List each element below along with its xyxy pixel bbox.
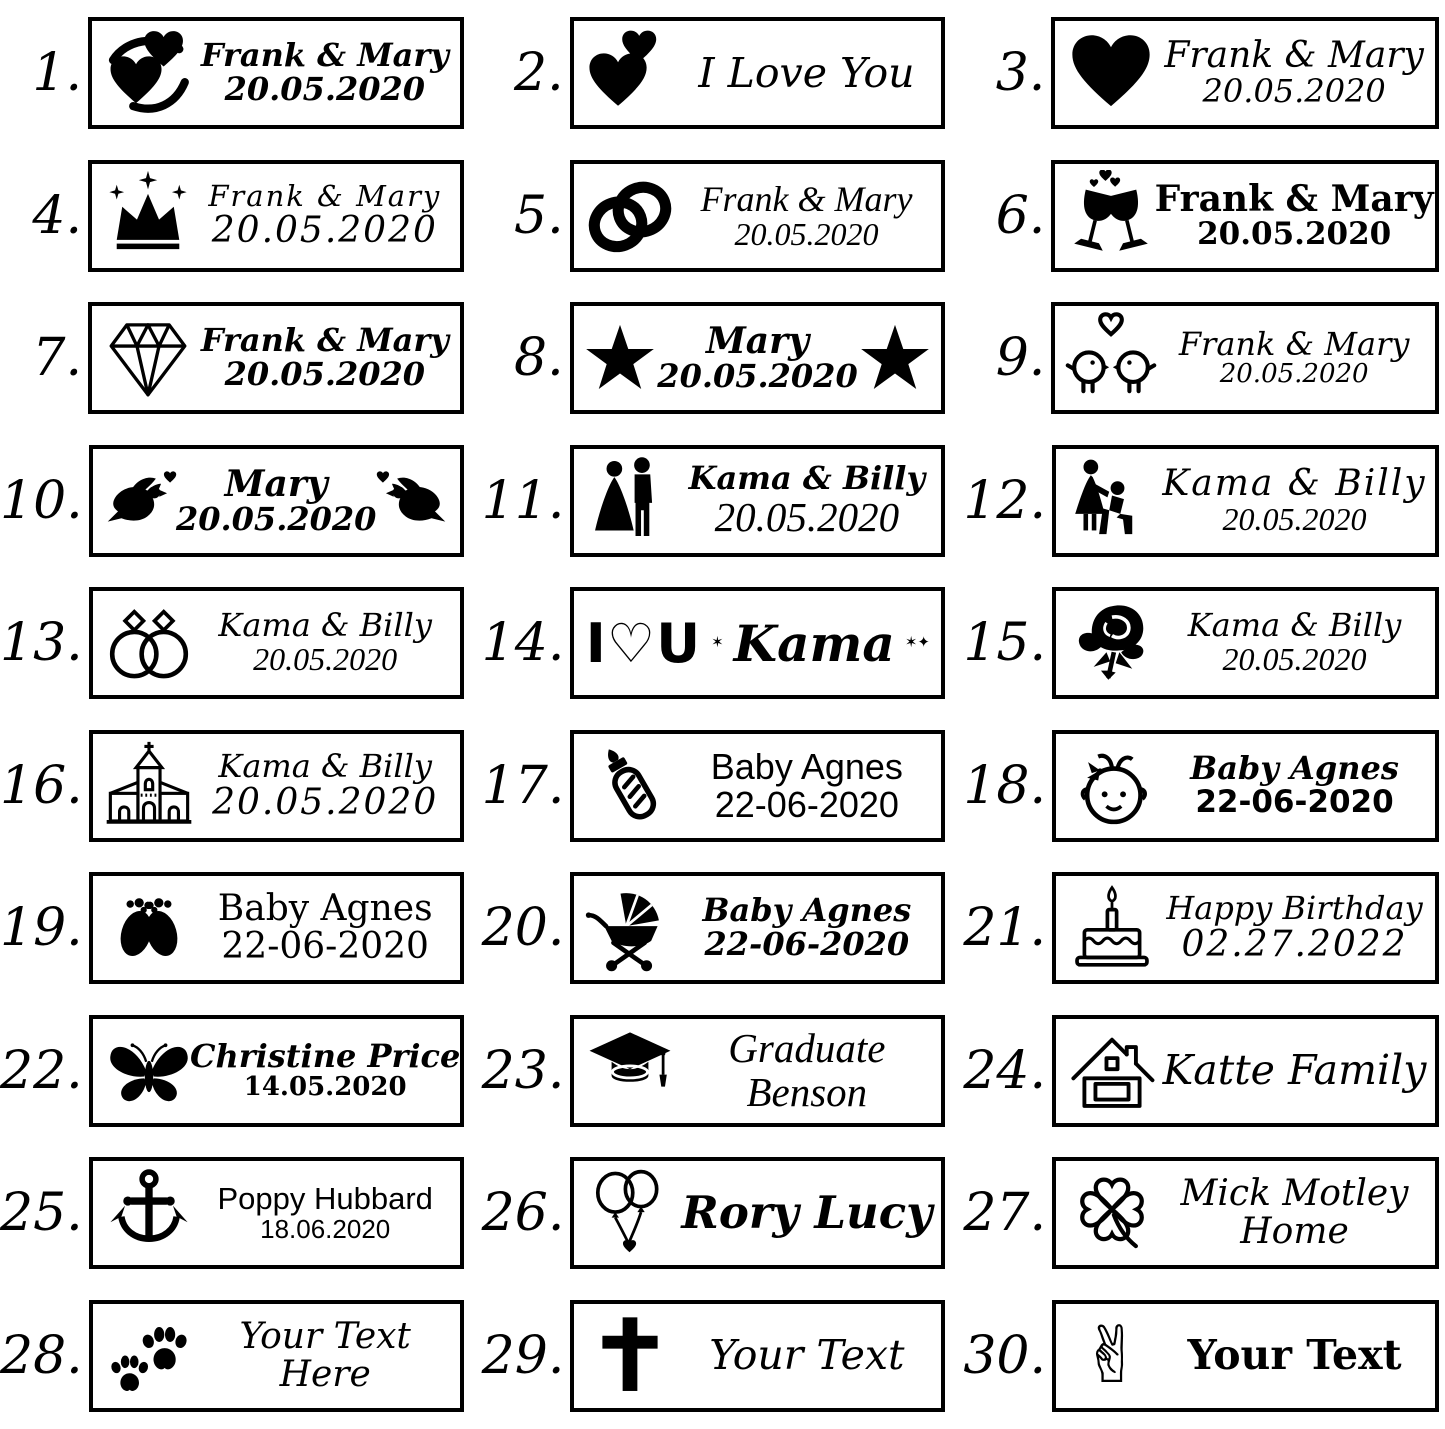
design-option-13[interactable]: [0, 572, 482, 715]
baby-face-icon: [1064, 738, 1160, 834]
baby-feet-icon: [101, 880, 197, 976]
design-text: [582, 611, 933, 675]
design-text-line: 20.05.2020: [1197, 216, 1392, 253]
design-text-line: 02.27.2022: [1181, 924, 1408, 966]
design-option-10[interactable]: [0, 430, 482, 573]
design-option-24[interactable]: [963, 1000, 1445, 1143]
design-text-line: I Love You: [698, 48, 915, 97]
design-option-20[interactable]: [482, 857, 964, 1000]
design-option-number: 9.: [995, 328, 1046, 389]
design-text: [1162, 889, 1427, 966]
design-option-26[interactable]: [482, 1142, 964, 1285]
design-preview-box[interactable]: [1052, 587, 1439, 699]
design-text-line: Frank & Mary: [1178, 324, 1410, 363]
design-text: [680, 180, 934, 252]
design-text: [1161, 324, 1427, 390]
design-preview-box[interactable]: [570, 302, 946, 414]
design-text-line: Frank & Mary: [200, 36, 449, 75]
design-option-number: 3.: [995, 43, 1046, 104]
design-option-number: 26.: [481, 1183, 565, 1244]
paw-prints-icon: [101, 1308, 197, 1404]
design-text-line: 20.05.2020: [224, 355, 426, 394]
design-text-line: 20.05.2020: [1222, 500, 1367, 537]
design-text-line: Kama & Billy: [1187, 606, 1402, 645]
design-option-number: 23.: [481, 1040, 565, 1101]
baby-bottle-icon: [582, 738, 678, 834]
design-text-line: 18.06.2020: [260, 1213, 391, 1244]
design-option-number: 16.: [0, 755, 83, 816]
design-text: [189, 1037, 461, 1102]
design-text: [199, 890, 452, 966]
design-option-28[interactable]: [0, 1285, 482, 1428]
design-option-number: 28.: [0, 1325, 83, 1386]
design-option-number: 21.: [963, 898, 1047, 959]
design-preview-box[interactable]: [89, 1157, 464, 1269]
design-text-line: Kama & Billy: [688, 459, 926, 498]
design-text-line: ✶✦: [904, 633, 930, 652]
design-text-line: Baby Agnes: [702, 891, 912, 930]
design-preview-box[interactable]: [1052, 730, 1439, 842]
design-option-number: 2.: [514, 43, 564, 104]
design-option-number: 13.: [0, 613, 83, 674]
anchor-icon: [101, 1165, 197, 1261]
design-preview-box[interactable]: [89, 1300, 464, 1412]
design-text-line: Baby Agnes: [217, 888, 433, 930]
design-text: [680, 1331, 933, 1380]
two-hearts-icon: [582, 25, 678, 121]
design-text-line: Kama: [733, 613, 895, 673]
crown-icon: [100, 168, 196, 264]
design-option-number: 27.: [963, 1183, 1047, 1244]
design-text: [680, 891, 933, 964]
design-text-line: Frank & Mary: [200, 321, 449, 360]
design-option-8[interactable]: [482, 287, 964, 430]
design-text-line: ✶: [711, 633, 724, 652]
design-preview-box[interactable]: [89, 1015, 464, 1127]
design-option-17[interactable]: [482, 715, 964, 858]
design-text-line: Baby Agnes: [710, 745, 903, 787]
design-text: [680, 745, 933, 825]
design-preview-box[interactable]: [570, 872, 945, 984]
design-text-line: Here: [279, 1353, 371, 1395]
design-text: [1161, 37, 1427, 109]
design-option-number: 6.: [995, 185, 1046, 246]
design-option-number: 7.: [32, 328, 82, 389]
design-text: [1162, 606, 1427, 678]
love-birds-icon: [1063, 310, 1159, 406]
design-text: [198, 36, 452, 109]
design-text: [680, 459, 933, 540]
stroller-icon: [582, 880, 678, 976]
design-text-line: 20.05.2020: [1202, 72, 1386, 111]
design-text-line: Kama & Billy: [218, 606, 432, 645]
design-option-4[interactable]: [0, 145, 482, 288]
diamond-icon: [100, 310, 196, 406]
design-text-line: Frank & Mary: [1154, 178, 1434, 221]
design-option-12[interactable]: [963, 430, 1445, 573]
church-icon: [101, 738, 197, 834]
design-preview-box[interactable]: [570, 445, 945, 557]
design-text-line: Your Text: [709, 1331, 905, 1380]
design-text-line: 20.05.2020: [211, 210, 438, 252]
design-option-number: 24.: [963, 1040, 1047, 1101]
design-preview-box[interactable]: [1052, 445, 1439, 557]
design-text-line: 20.05.2020: [175, 499, 377, 538]
design-text-line: 20.05.2020: [657, 357, 858, 396]
design-option-number: 15.: [963, 613, 1047, 674]
double-hearts-swoosh-icon: [100, 25, 196, 121]
design-preview-box[interactable]: [570, 1015, 945, 1127]
proposal-icon: [1064, 453, 1160, 549]
design-option-25[interactable]: [0, 1142, 482, 1285]
design-option-2[interactable]: [482, 2, 964, 145]
design-option-5[interactable]: [482, 145, 964, 288]
design-text-line: Poppy Hubbard: [217, 1181, 433, 1217]
design-text-line: 20.05.2020: [224, 70, 426, 109]
wedding-couple-icon: [582, 453, 678, 549]
design-text-line: Your Text: [1187, 1331, 1402, 1380]
design-text: [680, 48, 934, 97]
design-text: [199, 1183, 452, 1243]
design-option-number: 10.: [0, 470, 83, 531]
design-option-number: 17.: [481, 755, 565, 816]
star-icon: [857, 310, 933, 406]
design-text: [199, 1315, 452, 1395]
design-option-number: 19.: [0, 898, 83, 959]
design-text-line: Happy Birthday: [1166, 889, 1423, 928]
design-preview-box[interactable]: [570, 17, 946, 129]
design-option-number: 18.: [963, 755, 1047, 816]
design-text: [199, 606, 452, 678]
design-text-line: Katte Family: [1162, 1046, 1427, 1095]
design-option-16[interactable]: [0, 715, 482, 858]
design-text-line: Mary: [705, 320, 810, 363]
design-text-line: 20.05.2020: [734, 215, 879, 252]
design-option-number: 22.: [0, 1040, 83, 1101]
design-text-line: Graduate: [728, 1025, 886, 1072]
design-text-line: 22-06-2020: [704, 925, 910, 964]
design-text: [175, 462, 377, 538]
design-option-3[interactable]: [963, 2, 1445, 145]
design-option-number: 4.: [32, 185, 82, 246]
house-icon: [1064, 1023, 1160, 1119]
design-option-number: 20.: [481, 898, 565, 959]
design-option-27[interactable]: [963, 1142, 1445, 1285]
design-text: [198, 321, 452, 394]
design-text-line: Rory Lucy: [681, 1186, 933, 1240]
design-preview-box[interactable]: [89, 730, 464, 842]
design-option-21[interactable]: [963, 857, 1445, 1000]
design-option-7[interactable]: [0, 287, 482, 430]
design-text: [680, 1186, 933, 1240]
design-option-number: 1.: [32, 43, 82, 104]
design-option-number: 11.: [481, 470, 565, 531]
design-option-number: 5.: [514, 185, 564, 246]
design-text: [1162, 1046, 1427, 1095]
design-preview-box[interactable]: [88, 302, 464, 414]
design-preview-box[interactable]: [1051, 302, 1439, 414]
design-option-6[interactable]: [963, 145, 1445, 288]
design-preview-box[interactable]: [570, 730, 945, 842]
design-option-number: 8.: [514, 328, 564, 389]
design-text: [1162, 749, 1427, 821]
design-option-15[interactable]: [963, 572, 1445, 715]
design-text-line: Baby Agnes: [1190, 749, 1399, 788]
wine-glasses-icon: [1063, 168, 1159, 264]
design-text-line: 22-06-2020: [221, 926, 429, 968]
design-option-number: 30.: [963, 1325, 1047, 1386]
peace-hand-icon: ✌: [1079, 1310, 1145, 1401]
design-text: [199, 746, 452, 823]
design-option-number: 12.: [963, 470, 1047, 531]
design-text-line: 20.05.2020: [212, 781, 439, 823]
design-option-number: 25.: [0, 1183, 83, 1244]
design-preview-box[interactable]: [570, 587, 945, 699]
design-preview-box[interactable]: [89, 872, 464, 984]
design-option-1[interactable]: [0, 2, 482, 145]
clover-icon: [1064, 1165, 1160, 1261]
design-text-line: 14.05.2020: [243, 1071, 407, 1102]
design-preview-box[interactable]: [89, 445, 464, 557]
design-preview-box[interactable]: [1052, 1300, 1439, 1412]
design-text-line: Christine Price: [189, 1037, 461, 1076]
design-preview-box[interactable]: [570, 1300, 945, 1412]
design-option-9[interactable]: [963, 287, 1445, 430]
design-preview-box[interactable]: [1052, 1157, 1439, 1269]
diamond-rings-icon: [101, 595, 197, 691]
design-option-29[interactable]: [482, 1285, 964, 1428]
graduation-cap-icon: [582, 1023, 678, 1119]
design-option-23[interactable]: [482, 1000, 964, 1143]
design-text-line: Your Text: [239, 1315, 411, 1357]
design-option-30[interactable]: [963, 1285, 1445, 1428]
design-preview-box[interactable]: [88, 160, 464, 272]
design-text-line: Home: [1240, 1211, 1349, 1253]
design-preview-box[interactable]: [1051, 17, 1439, 129]
design-text-line: 20.05.2020: [1222, 641, 1367, 678]
design-preview-box[interactable]: [570, 160, 946, 272]
cross-icon: [582, 1308, 678, 1404]
design-text-line: Benson: [746, 1068, 868, 1115]
design-text-line: 22-06-2020: [714, 783, 899, 825]
design-preview-box[interactable]: [1051, 160, 1439, 272]
butterfly-icon: [101, 1023, 197, 1119]
heart-icon: [1063, 25, 1159, 121]
design-text-line: 22-06-2020: [1195, 784, 1394, 821]
design-option-number: 14.: [481, 613, 565, 674]
rose-icon: [1064, 595, 1160, 691]
design-option-11[interactable]: [482, 430, 964, 573]
design-text-line: Frank & Mary: [700, 178, 913, 219]
design-text-line: Frank & Mary: [1164, 35, 1424, 77]
star-icon: [582, 310, 658, 406]
design-preview-box[interactable]: [1052, 1015, 1439, 1127]
birthday-cake-icon: [1064, 880, 1160, 976]
design-text: [198, 181, 452, 250]
design-text: [680, 1027, 933, 1114]
design-text-line: Mick Motley: [1180, 1173, 1409, 1215]
design-option-22[interactable]: [0, 1000, 482, 1143]
design-text-line: 20.05.2020: [1219, 359, 1369, 390]
wedding-rings-icon: [582, 168, 678, 264]
design-preview-box[interactable]: [570, 1157, 945, 1269]
design-text: [1162, 462, 1427, 537]
design-option-18[interactable]: [963, 715, 1445, 858]
design-text: [657, 320, 858, 396]
design-text-line: Mary: [224, 462, 328, 505]
design-option-14[interactable]: [482, 572, 964, 715]
dove-right-icon: [356, 453, 452, 549]
design-text: [1162, 1331, 1427, 1380]
design-preview-box[interactable]: [1052, 872, 1439, 984]
design-preview-box[interactable]: [89, 587, 464, 699]
design-text-line: Kama & Billy: [218, 746, 432, 785]
design-option-number: 29.: [481, 1325, 565, 1386]
design-text-line: Kama & Billy: [1162, 462, 1427, 504]
design-text-line: 20.05.2020: [714, 493, 900, 540]
design-text-line: Frank & Mary: [208, 179, 442, 214]
design-text: [1154, 178, 1434, 253]
design-text: [1162, 1175, 1427, 1251]
balloons-icon: [582, 1165, 678, 1261]
design-text-line: I♡U: [585, 611, 702, 675]
design-text-line: 20.05.2020: [253, 641, 398, 678]
design-option-19[interactable]: [0, 857, 482, 1000]
design-preview-box[interactable]: [88, 17, 464, 129]
